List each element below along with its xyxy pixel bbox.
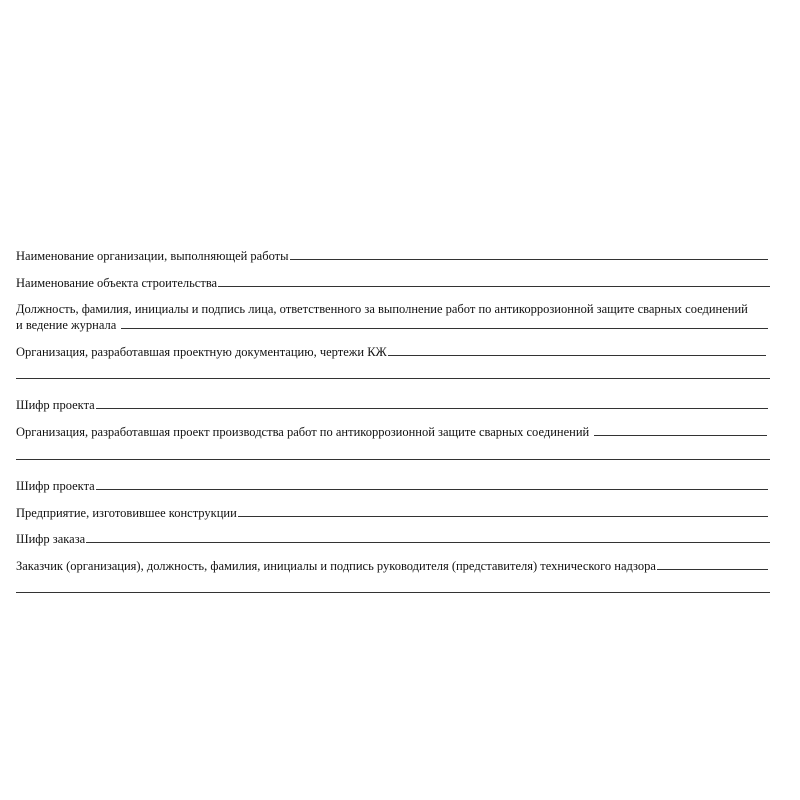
- design-org-row: [16, 344, 766, 360]
- customer-field[interactable]: [657, 558, 768, 570]
- ppr-org-field[interactable]: [594, 424, 767, 436]
- org-executor-field[interactable]: [290, 248, 768, 260]
- design-org-field[interactable]: [388, 344, 766, 356]
- design-org-label: Организация, разработавшая проектную документацию, чертежи КЖ: [16, 345, 387, 359]
- object-label: Наименование объекта строительства: [16, 276, 218, 290]
- manufacturer-label: Предприятие, изготовившее конструкции: [16, 506, 237, 520]
- order-code-row: [16, 531, 770, 547]
- customer-field-continued[interactable]: [16, 591, 770, 593]
- manufacturer-field[interactable]: [238, 505, 768, 517]
- org-executor-label: Наименование организации, выполняющей работы: [16, 249, 289, 263]
- ppr-org-row: [16, 424, 767, 440]
- ppr-org-field-continued[interactable]: [16, 458, 770, 460]
- project-code-field-2[interactable]: [96, 478, 768, 490]
- design-org-field-continued[interactable]: [16, 377, 770, 379]
- manufacturer-row: [16, 505, 768, 521]
- project-code-row-2: [16, 478, 768, 494]
- customer-label: Заказчик (организация), должность, фамилия, инициалы и подпись руководителя (представителя) технического надзора: [16, 559, 656, 573]
- project-code-label-2: Шифр проекта: [16, 479, 95, 493]
- project-code-label: Шифр проекта: [16, 398, 95, 412]
- order-code-label: Шифр заказа: [16, 532, 86, 546]
- project-code-field[interactable]: [96, 397, 768, 409]
- responsible-row: [16, 317, 768, 333]
- ppr-org-label: Организация, разработавшая проект производства работ по антикоррозионной защите сварных соединений: [16, 425, 590, 439]
- org-executor-row: [16, 248, 768, 264]
- responsible-line2: и ведение журнала: [16, 318, 117, 332]
- responsible-field[interactable]: [121, 317, 768, 329]
- object-field[interactable]: [218, 275, 770, 287]
- object-row: [16, 275, 770, 291]
- customer-row: [16, 558, 768, 574]
- order-code-field[interactable]: [86, 531, 770, 543]
- project-code-row: [16, 397, 768, 413]
- responsible-line1: Должность, фамилия, инициалы и подпись лица, ответственного за выполнение работ по антикоррозионной защите сварных соединений: [16, 302, 748, 316]
